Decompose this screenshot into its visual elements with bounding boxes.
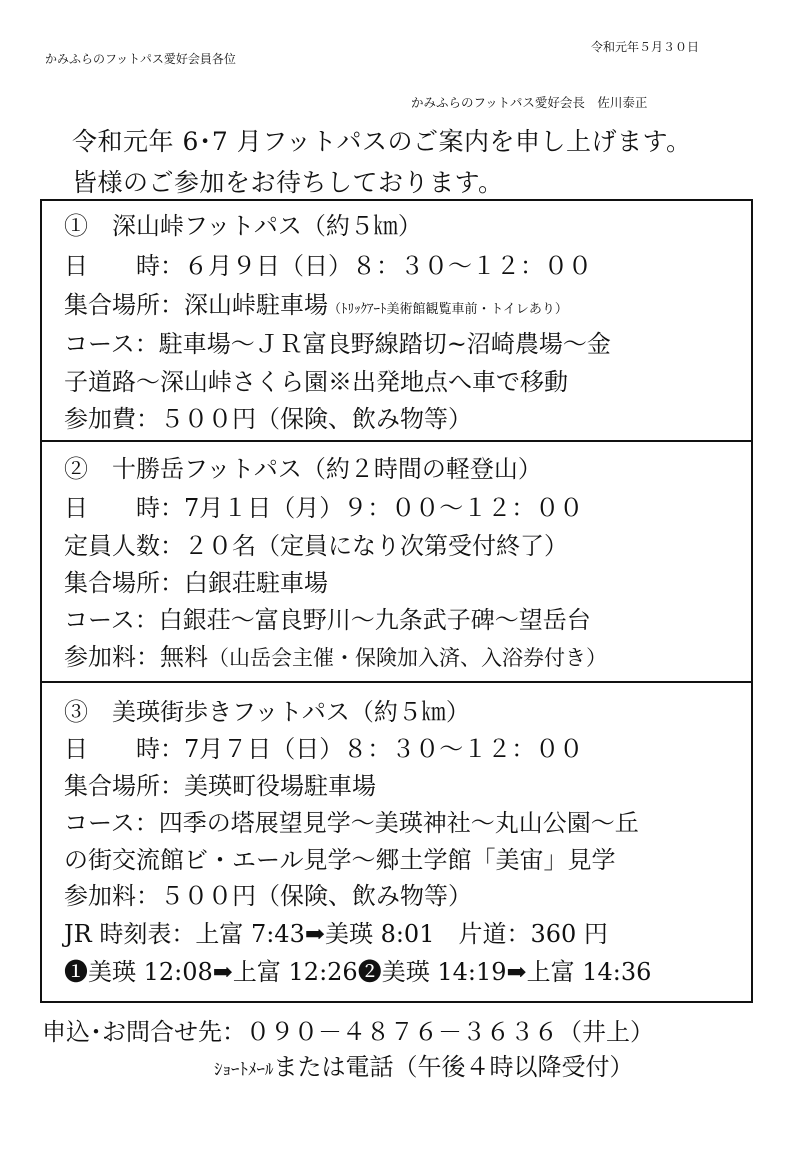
event-box-1 — [40, 199, 753, 442]
fee-text: 参加料：無料 — [64, 643, 208, 671]
event-title: ① 深山峠フットパス（約５㎞） — [64, 212, 422, 240]
event-datetime: 日 時：６月９日（日）８：３０～１２：００ — [64, 252, 592, 280]
intro-line-2: 皆様のご参加をお待ちしております。 — [72, 168, 504, 197]
contact-method — [214, 1047, 634, 1082]
fee-note: （山岳会主催・保険加入済、入浴券付き） — [208, 646, 607, 670]
event-course-line-1: コース：駐車場～ＪＲ富良野線踏切~沼崎農場～金 — [64, 330, 611, 358]
meeting-place-note: （ﾄﾘｯｸｱｰﾄ美術館観覧車前・トイレあり） — [328, 302, 568, 317]
contact-method-small: ｼｮｰﾄﾒｰﾙ — [214, 1060, 274, 1080]
event-box-2 — [40, 440, 753, 683]
event-timetable: JR 時刻表：上富 7:43➡美瑛 8:01 片道：360 円 — [64, 920, 608, 948]
meeting-place-text: 集合場所：深山峠駐車場 — [64, 291, 328, 319]
event-fee: 参加費：５００円（保険、飲み物等） — [64, 405, 472, 433]
event-meeting-place: 集合場所：美瑛町役場駐車場 — [64, 772, 376, 800]
event-title: ② 十勝岳フットパス（約２時間の軽登山） — [64, 455, 542, 483]
event-course: コース：白銀荘～富良野川～九条武子碑～望岳台 — [64, 606, 591, 634]
event-datetime: 日 時：7月７日（日）８：３０～１２：００ — [64, 735, 584, 763]
event-course-line-2: 子道路～深山峠さくら園※出発地点へ車で移動 — [64, 368, 568, 396]
event-title: ③ 美瑛街歩きフットパス（約５㎞） — [64, 698, 470, 726]
event-datetime: 日 時：7月１日（月）９：００～１２：００ — [64, 494, 584, 522]
event-course-line-1: コース：四季の塔展望見学～美瑛神社～丸山公園～丘 — [64, 809, 639, 837]
event-box-3 — [40, 681, 753, 1003]
event-course-line-2: の街交流館ビ・エール見学～郷土学館「美宙」見学 — [64, 846, 616, 874]
event-meeting-place — [64, 290, 568, 325]
event-capacity: 定員人数：２０名（定員になり次第受付終了） — [64, 532, 568, 560]
intro-line-1: 令和元年 6･7 月フットパスのご案内を申し上げます。 — [72, 127, 692, 156]
sender-line: かみふらのフットパス愛好会長 佐川泰正 — [411, 95, 648, 110]
event-fee: 参加料：５００円（保険、飲み物等） — [64, 882, 472, 910]
recipient-line: かみふらのフットパス愛好会員各位 — [45, 52, 236, 66]
event-trains: ❶美瑛 12:08➡上富 12:26❷美瑛 14:19➡上富 14:36 — [64, 958, 652, 986]
contact-line: 申込･お問合せ先：０９０－４８７６－３６３６（井上） — [42, 1018, 654, 1046]
document-date: 令和元年５月３０日 — [591, 40, 700, 54]
contact-method-text: または電話（午後４時以降受付） — [273, 1053, 634, 1081]
event-fee — [64, 642, 607, 673]
event-meeting-place: 集合場所：白銀荘駐車場 — [64, 569, 328, 597]
